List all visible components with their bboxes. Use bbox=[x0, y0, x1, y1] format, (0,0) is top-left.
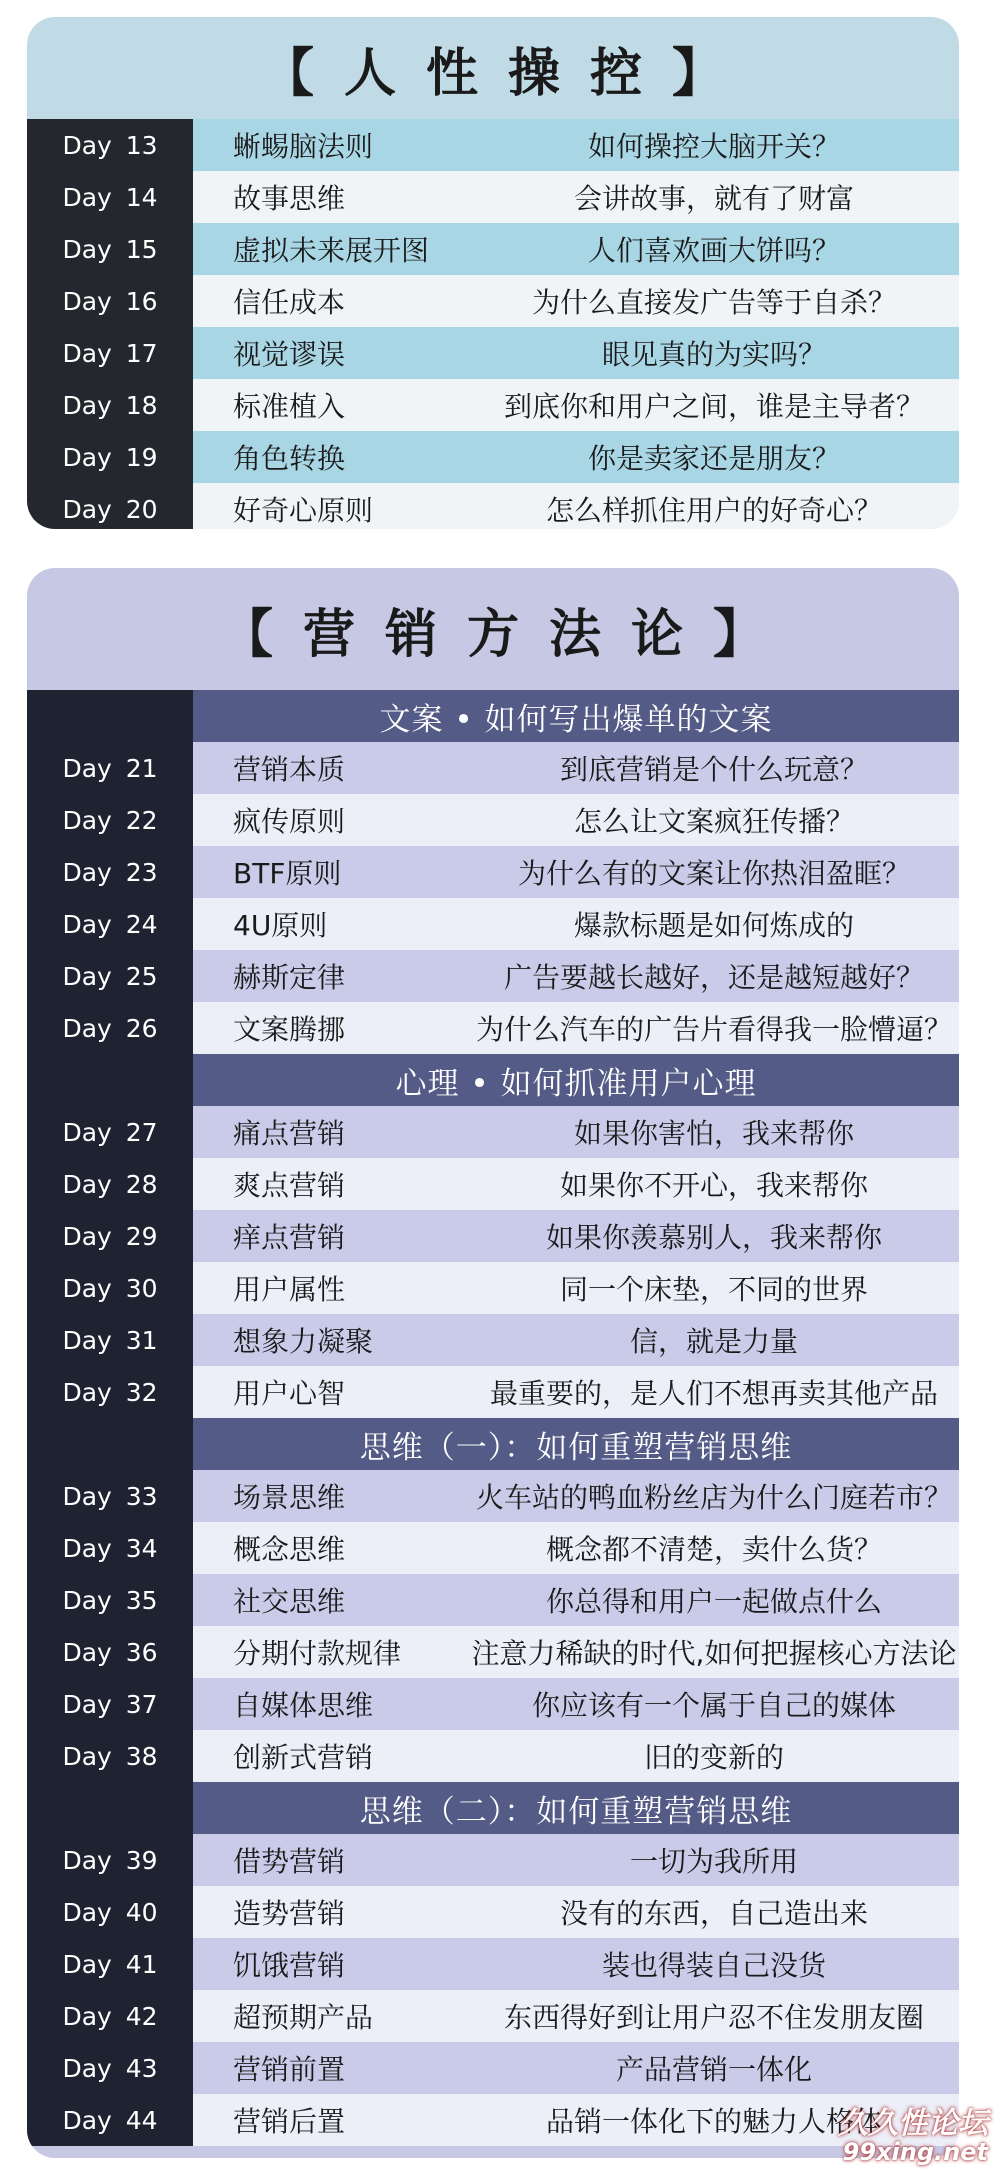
day-label: Day 20 bbox=[27, 483, 193, 529]
topic-description: 人们喜欢画大饼吗？ bbox=[469, 223, 959, 275]
table-row bbox=[27, 1834, 959, 1886]
topic-name: 标准植入 bbox=[193, 379, 469, 431]
topic-name: 视觉谬误 bbox=[193, 327, 469, 379]
topic-description: 东西得好到让用户忍不住发朋友圈 bbox=[469, 1990, 959, 2042]
day-label: Day 17 bbox=[27, 327, 193, 379]
day-label: Day 33 bbox=[27, 1470, 193, 1522]
topic-name: 造势营销 bbox=[193, 1886, 469, 1938]
table-row bbox=[27, 794, 959, 846]
topic-description: 如果你害怕，我来帮你 bbox=[469, 1106, 959, 1158]
section-corner bbox=[27, 1418, 193, 1470]
topic-description: 火车站的鸭血粉丝店为什么门庭若市？ bbox=[469, 1470, 959, 1522]
topic-name: 痒点营销 bbox=[193, 1210, 469, 1262]
topic-description: 旧的变新的 bbox=[469, 1730, 959, 1782]
schedule-list bbox=[27, 690, 959, 2146]
table-row bbox=[27, 950, 959, 1002]
topic-description: 到底你和用户之间，谁是主导者？ bbox=[469, 379, 959, 431]
table-row bbox=[27, 1626, 959, 1678]
table-row bbox=[27, 327, 959, 379]
table-row bbox=[27, 1990, 959, 2042]
topic-name: 自媒体思维 bbox=[193, 1678, 469, 1730]
day-label: Day 34 bbox=[27, 1522, 193, 1574]
section-title: 思维（二）：如何重塑营销思维 bbox=[193, 1782, 959, 1834]
day-label: Day 36 bbox=[27, 1626, 193, 1678]
topic-name: 想象力凝聚 bbox=[193, 1314, 469, 1366]
topic-name: 疯传原则 bbox=[193, 794, 469, 846]
watermark bbox=[838, 2108, 988, 2165]
table-row bbox=[27, 431, 959, 483]
day-label: Day 42 bbox=[27, 1990, 193, 2042]
section-corner bbox=[27, 1054, 193, 1106]
day-label: Day 39 bbox=[27, 1834, 193, 1886]
card-human-nature bbox=[27, 17, 959, 529]
topic-description: 为什么直接发广告等于自杀？ bbox=[469, 275, 959, 327]
topic-description: 到底营销是个什么玩意？ bbox=[469, 742, 959, 794]
day-label: Day 21 bbox=[27, 742, 193, 794]
topic-name: 借势营销 bbox=[193, 1834, 469, 1886]
table-row bbox=[27, 1002, 959, 1054]
topic-description: 如何操控大脑开关？ bbox=[469, 119, 959, 171]
day-label: Day 38 bbox=[27, 1730, 193, 1782]
section-header bbox=[27, 1782, 959, 1834]
watermark-url: 99xing.net bbox=[842, 2137, 988, 2166]
topic-description: 品销一体化下的魅力人格体 bbox=[469, 2094, 959, 2146]
section-header bbox=[27, 1054, 959, 1106]
table-row bbox=[27, 1366, 959, 1418]
day-label: Day 14 bbox=[27, 171, 193, 223]
topic-name: 营销前置 bbox=[193, 2042, 469, 2094]
day-label: Day 28 bbox=[27, 1158, 193, 1210]
section-corner bbox=[27, 690, 193, 742]
topic-description: 如果你羡慕别人，我来帮你 bbox=[469, 1210, 959, 1262]
day-label: Day 25 bbox=[27, 950, 193, 1002]
table-row bbox=[27, 1678, 959, 1730]
topic-name: 角色转换 bbox=[193, 431, 469, 483]
day-label: Day 31 bbox=[27, 1314, 193, 1366]
table-row bbox=[27, 1886, 959, 1938]
topic-description: 装也得装自己没货 bbox=[469, 1938, 959, 1990]
day-label: Day 35 bbox=[27, 1574, 193, 1626]
section-corner bbox=[27, 1782, 193, 1834]
day-label: Day 18 bbox=[27, 379, 193, 431]
table-row bbox=[27, 223, 959, 275]
table-row bbox=[27, 2094, 959, 2146]
day-label: Day 27 bbox=[27, 1106, 193, 1158]
topic-description: 注意力稀缺的时代,如何把握核心方法论 bbox=[469, 1626, 959, 1678]
topic-description: 你总得和用户一起做点什么 bbox=[469, 1574, 959, 1626]
topic-description: 会讲故事，就有了财富 bbox=[469, 171, 959, 223]
topic-name: 概念思维 bbox=[193, 1522, 469, 1574]
topic-name: 4U原则 bbox=[193, 898, 469, 950]
section-title: 心理 • 如何抓准用户心理 bbox=[193, 1054, 959, 1106]
day-label: Day 13 bbox=[27, 119, 193, 171]
day-label: Day 24 bbox=[27, 898, 193, 950]
topic-description: 一切为我所用 bbox=[469, 1834, 959, 1886]
watermark-text: 久久性论坛 bbox=[838, 2106, 988, 2142]
topic-description: 没有的东西，自己造出来 bbox=[469, 1886, 959, 1938]
day-label: Day 26 bbox=[27, 1002, 193, 1054]
section-title: 文案 • 如何写出爆单的文案 bbox=[193, 690, 959, 742]
topic-name: 赫斯定律 bbox=[193, 950, 469, 1002]
topic-description: 你是卖家还是朋友？ bbox=[469, 431, 959, 483]
table-row bbox=[27, 1106, 959, 1158]
table-row bbox=[27, 1730, 959, 1782]
table-row bbox=[27, 1158, 959, 1210]
topic-description: 同一个床垫，不同的世界 bbox=[469, 1262, 959, 1314]
day-label: Day 37 bbox=[27, 1678, 193, 1730]
topic-name: 虚拟未来展开图 bbox=[193, 223, 469, 275]
topic-description: 为什么有的文案让你热泪盈眶？ bbox=[469, 846, 959, 898]
table-row bbox=[27, 898, 959, 950]
topic-description: 如果你不开心，我来帮你 bbox=[469, 1158, 959, 1210]
table-row bbox=[27, 1210, 959, 1262]
topic-description: 怎么让文案疯狂传播？ bbox=[469, 794, 959, 846]
day-label: Day 19 bbox=[27, 431, 193, 483]
table-row bbox=[27, 1522, 959, 1574]
topic-name: 好奇心原则 bbox=[193, 483, 469, 529]
topic-name: 创新式营销 bbox=[193, 1730, 469, 1782]
topic-name: 痛点营销 bbox=[193, 1106, 469, 1158]
section-header bbox=[27, 690, 959, 742]
topic-name: 故事思维 bbox=[193, 171, 469, 223]
topic-name: 蜥蜴脑法则 bbox=[193, 119, 469, 171]
card-title: 【营销方法论】 bbox=[220, 604, 795, 665]
topic-description: 信，就是力量 bbox=[469, 1314, 959, 1366]
topic-description: 爆款标题是如何炼成的 bbox=[469, 898, 959, 950]
day-label: Day 32 bbox=[27, 1366, 193, 1418]
topic-name: 营销本质 bbox=[193, 742, 469, 794]
table-row bbox=[27, 119, 959, 171]
day-label: Day 15 bbox=[27, 223, 193, 275]
topic-description: 广告要越长越好，还是越短越好？ bbox=[469, 950, 959, 1002]
topic-name: 饥饿营销 bbox=[193, 1938, 469, 1990]
day-label: Day 16 bbox=[27, 275, 193, 327]
day-label: Day 44 bbox=[27, 2094, 193, 2146]
topic-name: 社交思维 bbox=[193, 1574, 469, 1626]
day-label: Day 29 bbox=[27, 1210, 193, 1262]
day-label: Day 43 bbox=[27, 2042, 193, 2094]
topic-description: 最重要的，是人们不想再卖其他产品 bbox=[469, 1366, 959, 1418]
table-row bbox=[27, 2042, 959, 2094]
topic-name: 超预期产品 bbox=[193, 1990, 469, 2042]
topic-name: 信任成本 bbox=[193, 275, 469, 327]
topic-description: 概念都不清楚，卖什么货？ bbox=[469, 1522, 959, 1574]
topic-name: 爽点营销 bbox=[193, 1158, 469, 1210]
table-row bbox=[27, 483, 959, 529]
topic-description: 为什么汽车的广告片看得我一脸懵逼？ bbox=[469, 1002, 959, 1054]
section-title: 思维（一）：如何重塑营销思维 bbox=[193, 1418, 959, 1470]
topic-name: BTF原则 bbox=[193, 846, 469, 898]
topic-name: 文案腾挪 bbox=[193, 1002, 469, 1054]
day-label: Day 30 bbox=[27, 1262, 193, 1314]
day-label: Day 41 bbox=[27, 1938, 193, 1990]
topic-name: 用户心智 bbox=[193, 1366, 469, 1418]
table-row bbox=[27, 1574, 959, 1626]
table-row bbox=[27, 275, 959, 327]
topic-description: 你应该有一个属于自己的媒体 bbox=[469, 1678, 959, 1730]
table-row bbox=[27, 742, 959, 794]
topic-description: 怎么样抓住用户的好奇心？ bbox=[469, 483, 959, 529]
section-header bbox=[27, 1418, 959, 1470]
day-label: Day 22 bbox=[27, 794, 193, 846]
table-row bbox=[27, 171, 959, 223]
day-label: Day 23 bbox=[27, 846, 193, 898]
topic-name: 分期付款规律 bbox=[193, 1626, 469, 1678]
table-row bbox=[27, 846, 959, 898]
topic-description: 产品营销一体化 bbox=[469, 2042, 959, 2094]
day-label: Day 40 bbox=[27, 1886, 193, 1938]
table-row bbox=[27, 379, 959, 431]
table-row bbox=[27, 1470, 959, 1522]
table-row bbox=[27, 1314, 959, 1366]
topic-name: 用户属性 bbox=[193, 1262, 469, 1314]
card-title: 【人性操控】 bbox=[261, 43, 754, 104]
schedule-list bbox=[27, 119, 959, 529]
topic-name: 场景思维 bbox=[193, 1470, 469, 1522]
topic-name: 营销后置 bbox=[193, 2094, 469, 2146]
table-row bbox=[27, 1938, 959, 1990]
card-marketing-methodology bbox=[27, 568, 959, 2158]
topic-description: 眼见真的为实吗？ bbox=[469, 327, 959, 379]
table-row bbox=[27, 1262, 959, 1314]
